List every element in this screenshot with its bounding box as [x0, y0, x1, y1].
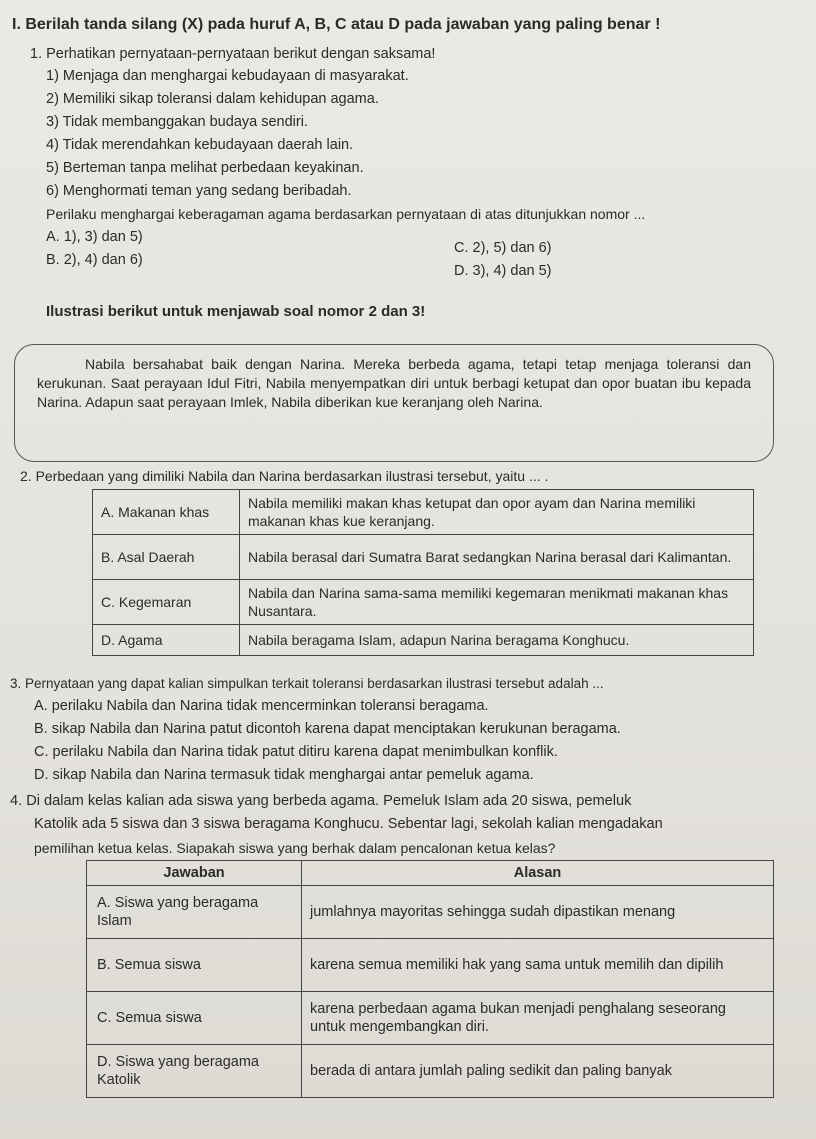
- q4-header-alasan: Alasan: [302, 861, 774, 886]
- q3-question: 3. Pernyataan yang dapat kalian simpulkan terkait toleransi berdasarkan ilustrasi tersebut adalah ...: [10, 676, 604, 691]
- q1-statement: 5) Berteman tanpa melihat perbedaan keyakinan.: [46, 160, 364, 176]
- q4-row-d[interactable]: [87, 1045, 774, 1098]
- q2-label: B. Asal Daerah: [93, 535, 240, 580]
- q1-option-b[interactable]: B. 2), 4) dan 6): [46, 252, 143, 268]
- q1-statement: 1) Menjaga dan menghargai kebudayaan di masyarakat.: [46, 68, 409, 84]
- q2-question: 2. Perbedaan yang dimiliki Nabila dan Narina berdasarkan ilustrasi tersebut, yaitu ... .: [20, 468, 549, 484]
- q4-row-b[interactable]: [87, 939, 774, 992]
- q2-text: Nabila beragama Islam, adapun Narina beragama Konghucu.: [240, 625, 754, 656]
- q2-row-a[interactable]: [93, 490, 754, 535]
- q2-label: D. Agama: [93, 625, 240, 656]
- q2-label: C. Kegemaran: [93, 580, 240, 625]
- q4-line-3: pemilihan ketua kelas. Siapakah siswa yang berhak dalam pencalonan ketua kelas?: [34, 840, 559, 856]
- q4-text: karena semua memiliki hak yang sama untuk memilih dan dipilih: [302, 939, 774, 992]
- q3-option-a[interactable]: A. perilaku Nabila dan Narina tidak mencerminkan toleransi beragama.: [34, 698, 489, 714]
- q1-question: Perilaku menghargai keberagaman agama berdasarkan pernyataan di atas ditunjukkan nomor ...: [46, 206, 646, 222]
- q2-row-c[interactable]: [93, 580, 754, 625]
- q2-text: Nabila berasal dari Sumatra Barat sedangkan Narina berasal dari Kalimantan.: [240, 535, 754, 580]
- q1-statement: 6) Menghormati teman yang sedang beribadah.: [46, 183, 352, 199]
- q2-label: A. Makanan khas: [93, 490, 240, 535]
- q4-label: D. Siswa yang beragama Katolik: [87, 1045, 302, 1098]
- q2-text: Nabila memiliki makan khas ketupat dan opor ayam dan Narina memiliki makanan khas kue keranjang.: [240, 490, 754, 535]
- illustration-heading: Ilustrasi berikut untuk menjawab soal nomor 2 dan 3!: [46, 303, 426, 320]
- q4-label: A. Siswa yang beragama Islam: [87, 886, 302, 939]
- q1-option-c[interactable]: C. 2), 5) dan 6): [454, 240, 552, 256]
- q4-line-1: 4. Di dalam kelas kalian ada siswa yang berbeda agama. Pemeluk Islam ada 20 siswa, pemeluk: [10, 793, 632, 809]
- section-title: I. Berilah tanda silang (X) pada huruf A, B, C atau D pada jawaban yang paling benar !: [12, 16, 661, 33]
- q4-row-a[interactable]: [87, 886, 774, 939]
- q3-option-b[interactable]: B. sikap Nabila dan Narina patut dicontoh karena dapat menciptakan kerukunan beragama.: [34, 721, 621, 737]
- q2-row-b[interactable]: [93, 535, 754, 580]
- q4-text: berada di antara jumlah paling sedikit dan paling banyak: [302, 1045, 774, 1098]
- illustration-box: [14, 344, 774, 462]
- q1-option-a[interactable]: A. 1), 3) dan 5): [46, 229, 143, 245]
- q3-option-c[interactable]: C. perilaku Nabila dan Narina tidak patut ditiru karena dapat menimbulkan konflik.: [34, 744, 558, 760]
- q1-option-d[interactable]: D. 3), 4) dan 5): [454, 263, 552, 279]
- q1-statement: 4) Tidak merendahkan kebudayaan daerah lain.: [46, 137, 354, 153]
- q1-prompt: 1. Perhatikan pernyataan-pernyataan berikut dengan saksama!: [30, 46, 436, 62]
- q4-label: B. Semua siswa: [87, 939, 302, 992]
- q4-table: [86, 860, 774, 1098]
- q4-label: C. Semua siswa: [87, 992, 302, 1045]
- q1-statement: 3) Tidak membanggakan budaya sendiri.: [46, 114, 308, 130]
- q4-text: karena perbedaan agama bukan menjadi penghalang seseorang untuk mengembangkan diri.: [302, 992, 774, 1045]
- q2-row-d[interactable]: [93, 625, 754, 656]
- q4-line-2: Katolik ada 5 siswa dan 3 siswa beragama Konghucu. Sebentar lagi, sekolah kalian mengadakan: [34, 816, 663, 832]
- q4-row-c[interactable]: [87, 992, 774, 1045]
- q4-header-jawaban: Jawaban: [87, 861, 302, 886]
- q2-table: [92, 489, 754, 656]
- q2-text: Nabila dan Narina sama-sama memiliki kegemaran menikmati makanan khas Nusantara.: [240, 580, 754, 625]
- illustration-text: Nabila bersahabat baik dengan Narina. Mereka berbeda agama, tetapi tetap menjaga toleransi dan kerukunan. Saat perayaan Idul Fitri, Nabila menyempatkan diri untuk berbagi ketupat dan opor buatan ibu kepada Narina. Adapun saat perayaan Imlek, Nabila diberikan kue keranjang oleh Narina.: [37, 356, 751, 410]
- q4-text: jumlahnya mayoritas sehingga sudah dipastikan menang: [302, 886, 774, 939]
- q3-option-d[interactable]: D. sikap Nabila dan Narina termasuk tidak menghargai antar pemeluk agama.: [34, 767, 534, 783]
- q1-statement: 2) Memiliki sikap toleransi dalam kehidupan agama.: [46, 91, 379, 107]
- q4-header-row: [87, 861, 774, 886]
